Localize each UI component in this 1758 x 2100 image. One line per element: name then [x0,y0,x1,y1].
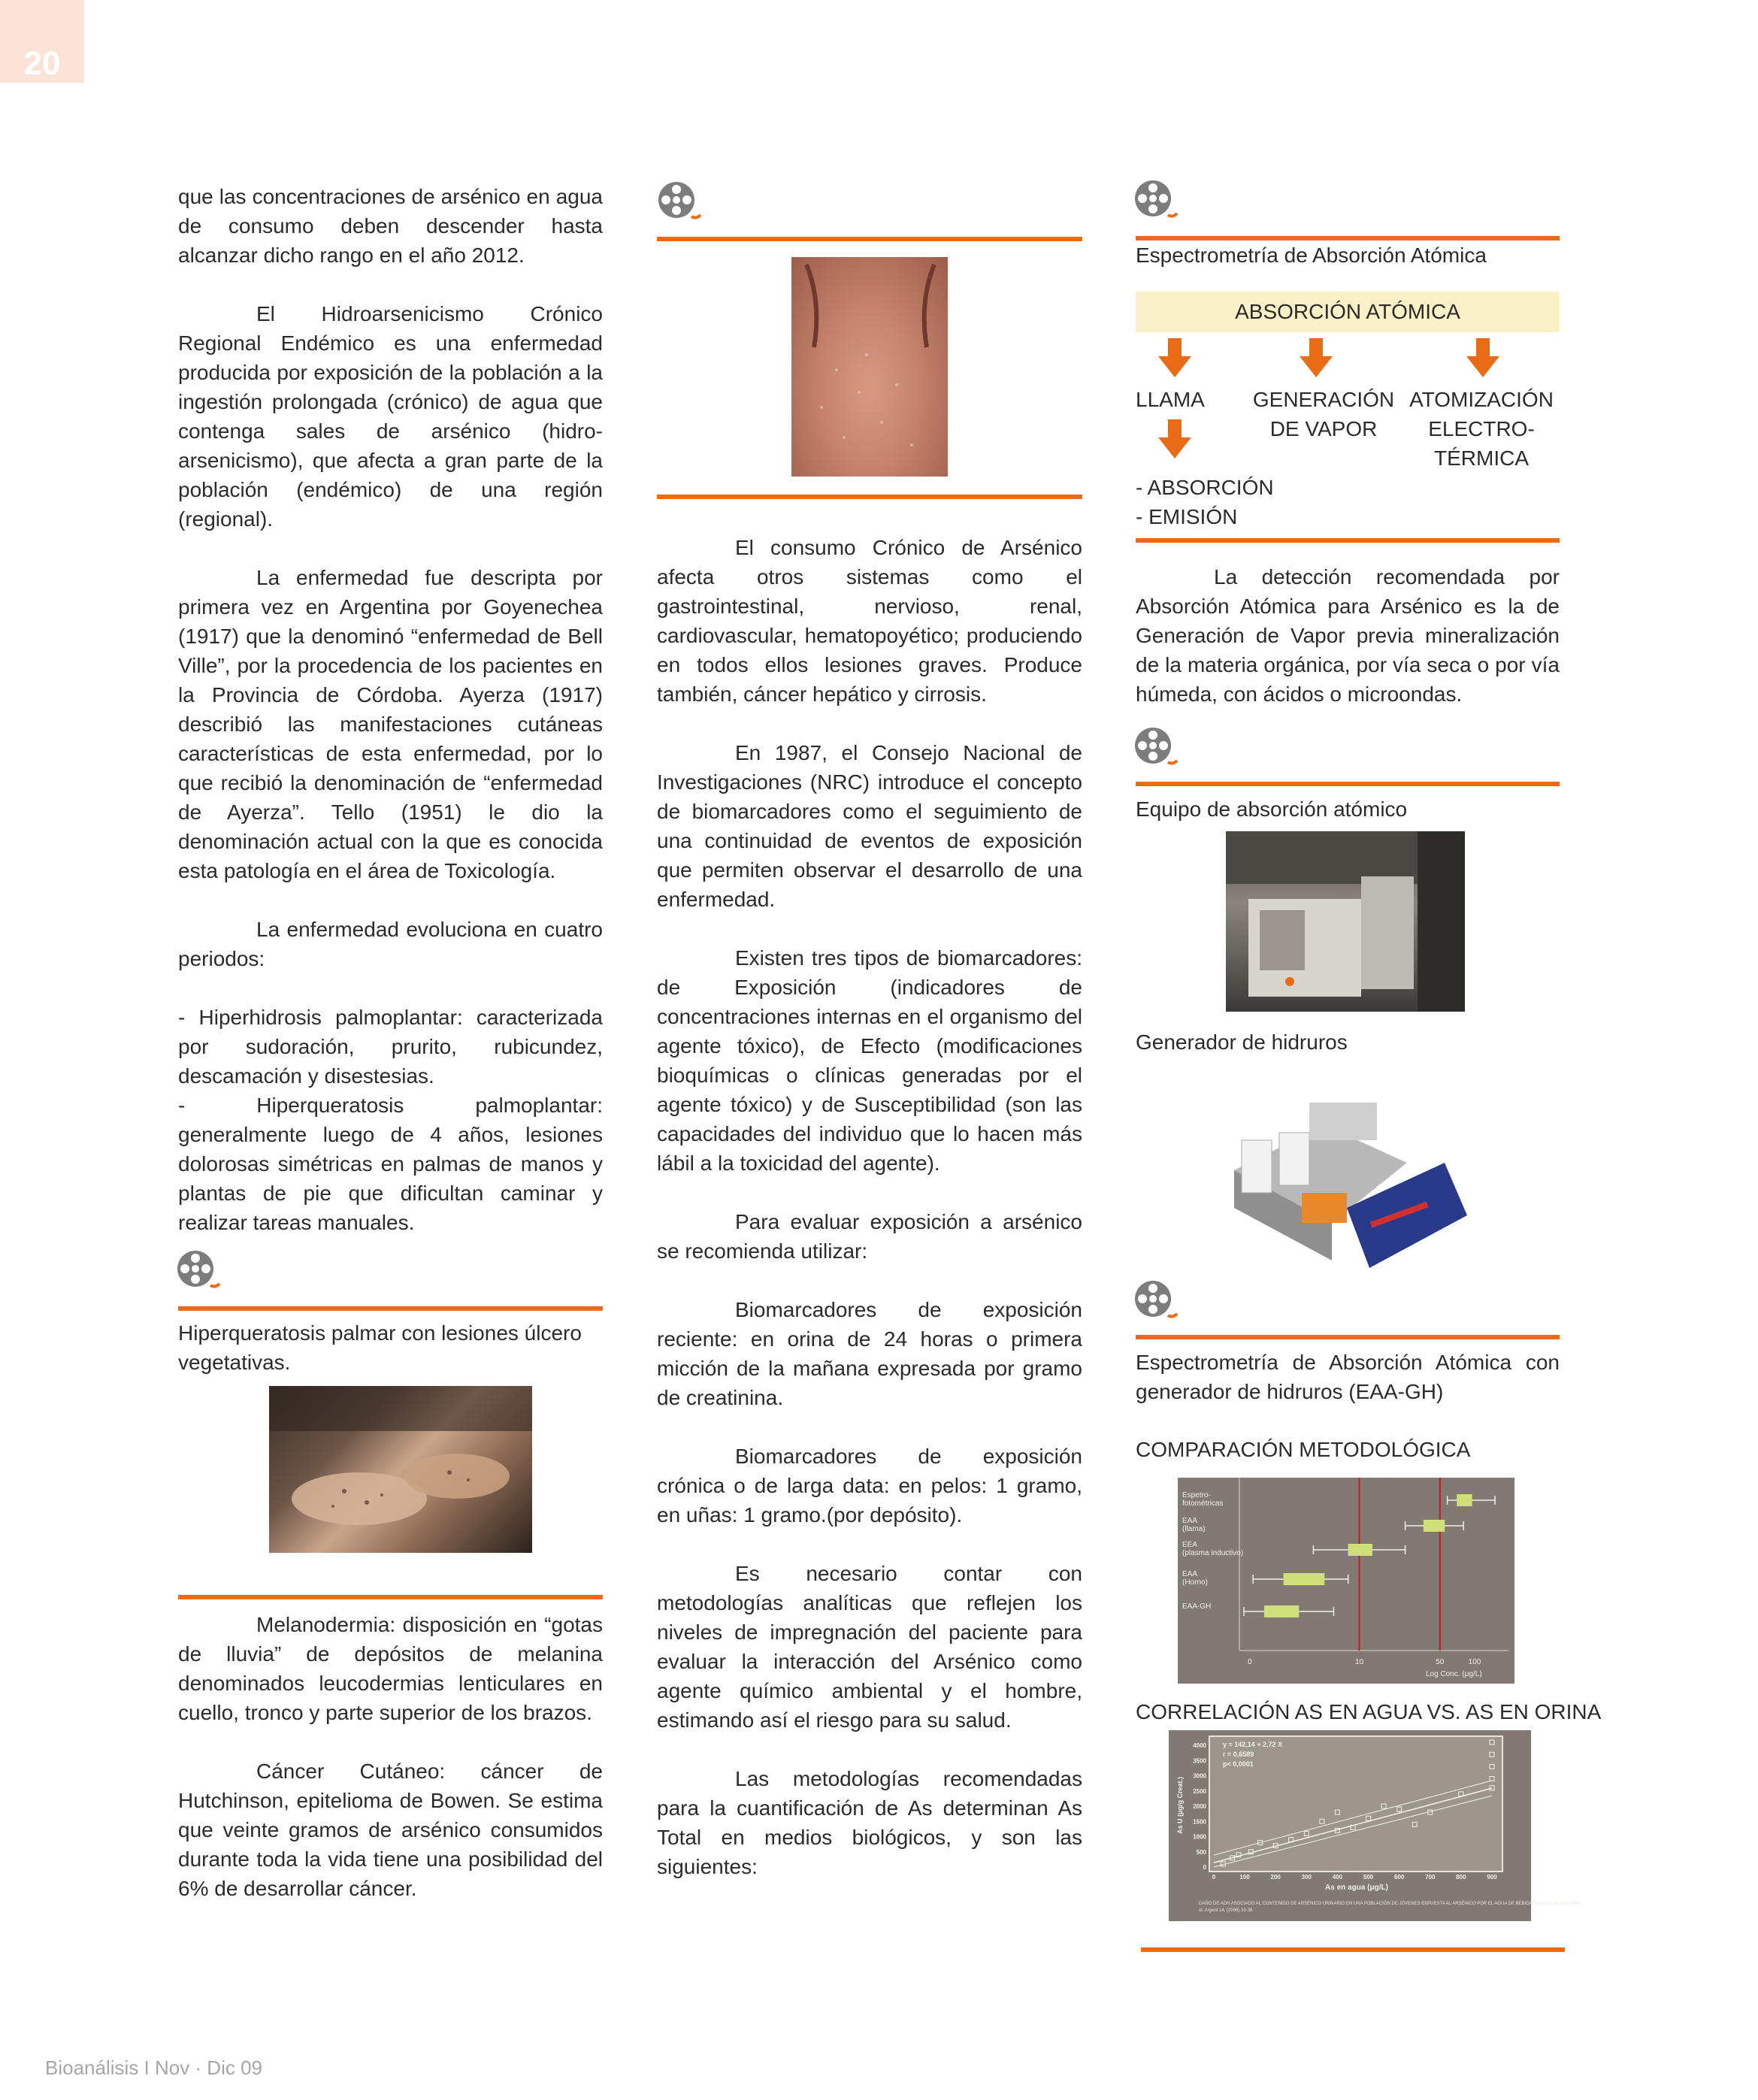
tick-label: 400 [1332,1874,1343,1881]
hands-photo [269,1386,532,1553]
footer-text: Bioanálisis I Nov · Dic 09 [45,2056,262,2079]
divider [657,237,1082,241]
paragraph: La enfermedad evoluciona en cuatro periodos: [178,918,603,970]
paragraph: El consumo Crónico de Arsénico afecta otros sistemas como el gastrointestinal, nervioso, renal, cardiovascular, hematopoyético; produciendo en todos ellos lesiones graves. Produce también, cáncer hepático y cirrosis. [657,536,1082,706]
paragraph: Cáncer Cutáneo: cáncer de Hutchinson, epitelioma de Bowen. Se estima que veinte gramos de arsénico consumidos durante toda la vida tiene una posibilidad del 6% de desarrollar cáncer. [178,1760,603,1900]
down-arrow-icon [1466,338,1499,377]
tick-label: 900 [1487,1874,1497,1881]
category-label: (plasma inductivo) [1182,1549,1244,1557]
paragraph: - Hiperhidrosis palmoplantar: caracterizada por sudoración, prurito, rubicundez, descamación y disestesias. [178,1006,603,1088]
category-label: (llama) [1182,1525,1206,1533]
box [1284,1573,1325,1585]
down-arrow-icon [1158,338,1191,377]
paragraph: Existen tres tipos de biomarcadores: de Exposición (indicadores de concentraciones internas en el organismo del agente tóxico), de Efecto (modificaciones bioquímicas o clínicas generadas por el agente tóxico) y de Susceptibilidad (son las capacidades del individuo que lo hacen más lábil a la toxicidad del agente). [657,946,1082,1175]
paragraph: El Hidroarsenicismo Crónico Regional Endémico es una enfermedad producida por exposición de la población a la ingestión prolongada (crónico) de agua que contenga sales de arsénico (hidro-arsenicismo), que afecta a gran parte de la población (endémico) de una región (regional). [178,302,603,531]
divider [178,1595,603,1599]
box [1457,1494,1472,1506]
divider [1141,1947,1565,1952]
paragraph: que las concentraciones de arsénico en agua de consumo deben descender hasta alcanzar dicho rango en el año 2012. [178,185,603,267]
category-label: EAA-GH [1182,1602,1212,1611]
tick-label: 2000 [1193,1803,1206,1811]
flow-item-atomizacion: ATOMIZACIÓN ELECTRO- TÉRMICA [1409,388,1554,470]
tick-label: 3500 [1193,1757,1206,1765]
paragraph: Biomarcadores de exposición reciente: en orina de 24 horas o primera micción de la mañana expresada por gramo de creatinina. [657,1298,1082,1409]
figure-caption: Hiperqueratosis palmar con lesiones úlcero vegetativas. [178,1321,582,1374]
section-title: Espectrometría de Absorción Atómica con generador de hidruros (EAA-GH) [1136,1351,1560,1403]
tick-label: 1500 [1193,1818,1206,1826]
category-label: EAA [1182,1570,1198,1578]
flow-item-absorcion: - ABSORCIÓN - EMISIÓN [1136,476,1274,528]
divider [1136,782,1560,786]
tick-label: 100 [1239,1874,1250,1881]
divider [1136,538,1560,543]
category-label: Espetro- [1182,1491,1211,1499]
column-1 [178,182,603,1237]
chart-title: COMPARACIÓN METODOLÓGICA [1136,1438,1471,1461]
column-3 [1136,562,1560,709]
box [1348,1544,1372,1556]
down-arrow-icon [1158,419,1191,458]
paragraph: Para evaluar exposición a arsénico se recomienda utilizar: [657,1210,1082,1263]
film-reel-icon [657,180,704,227]
annotation: r = 0,6589 [1223,1751,1254,1758]
paragraph: Biomarcadores de exposición crónica o de larga data: en pelos: 1 gramo, en uñas: 1 gramo.(por depósito). [657,1445,1082,1527]
flow-item-vapor: GENERACIÓN DE VAPOR [1252,388,1395,440]
column-1-lower [178,1610,603,1903]
paragraph: La enfermedad fue descripta por primera vez en Argentina por Goyenechea (1917) que la denominó “enfermedad de Bell Ville”, por la procedencia de los pacientes en la Provincia de Córdoba. Ayerza (1917) describió las manifestaciones cutáneas características de esta enfermedad, por lo que recibió la denominación de “enfermedad de Ayerza”. Tello (1951) le dio la denominación actual con la que es conocida esta patología en el área de Toxicología. [178,566,603,882]
paragraph: Es necesario contar con metodologías analíticas que reflejen los niveles de impregnación del paciente para evaluar la interacción del Arsénico como agente químico ambiental y el hombre, estimando así el riesgo para su salud. [657,1562,1082,1732]
page-number: 20 [23,45,61,82]
tick-label: 4000 [1193,1742,1206,1750]
page-number-tab [0,0,84,83]
tick-label: 1000 [1193,1833,1206,1841]
methodology-comparison-chart [1178,1478,1514,1684]
chart-source: ol. Argent 14, (2006) 33-38 [1199,1908,1253,1913]
box [1424,1520,1445,1532]
category-label: fotométricas [1182,1499,1224,1508]
tick-label: 200 [1270,1874,1281,1881]
tick-label: 600 [1393,1874,1405,1881]
film-reel-icon [1133,1279,1180,1326]
absorption-flow-diagram [1136,292,1560,540]
down-arrow-icon [1300,338,1333,377]
absorption-equipment-photo [1226,831,1465,1012]
tick-label: 0 [1203,1864,1206,1871]
water-urine-correlation-chart [1169,1730,1581,1921]
paragraph: Melanodermia: disposición en “gotas de lluvia” de depósitos de melanina denominados leucodermias lenticulares en cuello, tronco y parte superior de los brazos. [178,1613,603,1724]
section-title: Espectrometría de Absorción Atómica [1136,244,1487,267]
film-reel-icon [176,1249,222,1296]
axis-label: Log Conc. (μg/L) [1426,1670,1482,1678]
divider [1136,1335,1560,1339]
paragraph: Las metodologías recomendadas para la cuantificación de As determinan As Total en medios biológicos, y son las siguientes: [657,1767,1082,1878]
divider [657,495,1082,499]
box [1264,1605,1299,1617]
tick-label: 0 [1248,1658,1252,1666]
hydride-generator-photo [1219,1080,1469,1275]
axis-label: As en agua (μg/L) [1325,1884,1388,1892]
tick-label: 800 [1456,1874,1466,1881]
chart-source: DAÑO DE ADN ASOCIADO AL CONTENIDO DE ARSÉNICO URINARIO EN UNA POBLACIÓN DE JÓVENES EXPUESTA AL ARSÉNICO POR EL AGUA DE BEBIDA Navoni y col. Acta Toxic [1199,1902,1581,1906]
tick-label: 2500 [1193,1787,1206,1795]
film-reel-icon [1133,726,1180,773]
category-label: EEA [1182,1541,1198,1549]
tick-label: 100 [1468,1658,1481,1666]
tick-label: 300 [1301,1874,1312,1881]
tick-label: 500 [1363,1874,1374,1881]
figure-caption: Generador de hidruros [1136,1030,1348,1054]
divider [178,1306,603,1311]
paragraph: La detección recomendada por Absorción Atómica para Arsénico es la de Generación de Vapor previa mineralización de la materia orgánica, por vía seca o por vía húmeda, con ácidos o microondas. [1136,565,1560,706]
annotation: p< 0,0001 [1223,1760,1254,1768]
tick-label: 0 [1212,1874,1216,1881]
tick-label: 10 [1354,1658,1364,1666]
neck-skin-photo [791,257,948,477]
category-label: EAA [1182,1517,1198,1525]
tick-label: 500 [1196,1848,1206,1856]
tick-label: 50 [1436,1658,1445,1666]
paragraph: En 1987, el Consejo Nacional de Investigaciones (NRC) introduce el concepto de biomarcadores como el seguimiento de una continuidad de eventos de exposición que permiten observar el desarrollo de una enfermedad. [657,741,1082,911]
film-reel-icon [1133,179,1180,225]
column-2 [657,533,1082,1881]
flow-box: ABSORCIÓN ATÓMICA [1136,292,1560,332]
axis-label: As U (μg/g Creat.) [1176,1776,1184,1835]
chart-title: CORRELACIÓN AS EN AGUA VS. AS EN ORINA [1136,1700,1602,1723]
paragraph: - Hiperqueratosis palmoplantar: generalmente luego de 4 años, lesiones dolorosas simétricas en palmas de manos y plantas de pie que dificultan caminar y realizar tareas manuales. [178,1094,603,1234]
flow-item-llama: LLAMA [1136,388,1205,411]
tick-label: 3000 [1193,1772,1206,1780]
annotation: y = 142,14 + 2,72 X [1223,1741,1283,1748]
tick-label: 700 [1425,1874,1436,1881]
category-label: (Horno) [1182,1578,1208,1587]
figure-caption: Equipo de absorción atómico [1136,797,1408,821]
